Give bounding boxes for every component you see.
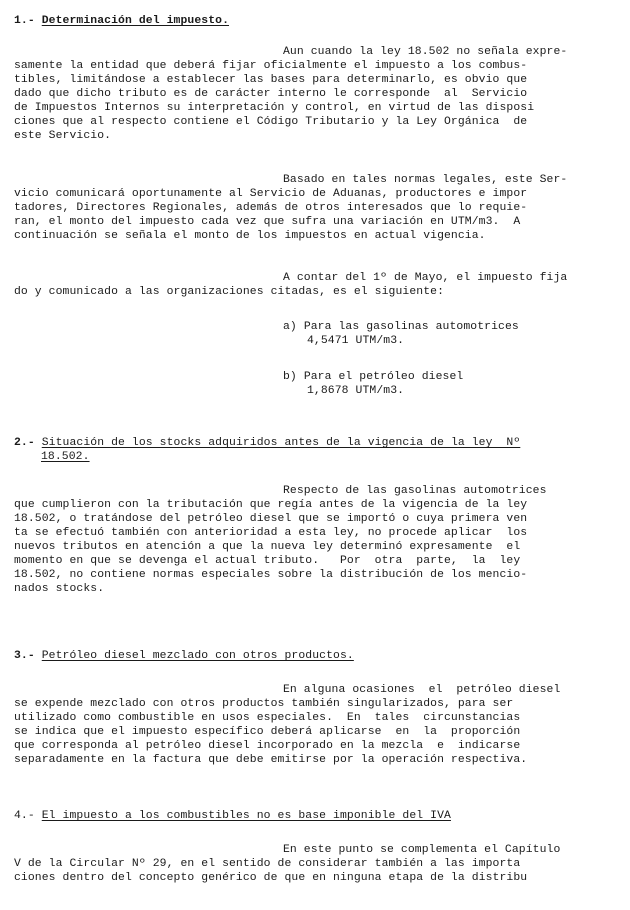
paragraph-line: samente la entidad que deberá fijar oficialmente el impuesto a los combus- bbox=[14, 60, 528, 72]
section-title: Determinación del impuesto. bbox=[41, 15, 230, 27]
list-item-text: Para las gasolinas automotrices bbox=[303, 321, 519, 333]
list-item-value: 4,5471 UTM/m3. bbox=[307, 335, 405, 347]
section-heading bbox=[14, 15, 229, 28]
section-heading bbox=[14, 437, 520, 450]
paragraph-line: separadamente en la factura que debe emitirse por la operación respectiva. bbox=[14, 754, 528, 766]
section-number: 1.- bbox=[14, 15, 35, 27]
paragraph-line: este Servicio. bbox=[14, 130, 112, 142]
paragraph-line: 18.502, o tratándose del petróleo diesel que se importó o cuya primera ven bbox=[14, 513, 528, 525]
paragraph-line: vicio comunicará oportunamente al Servicio de Aduanas, productores e impor bbox=[14, 188, 528, 200]
section-number: 3.- bbox=[14, 650, 35, 662]
section-heading bbox=[14, 810, 451, 823]
list-item-text: Para el petróleo diesel bbox=[303, 371, 464, 383]
paragraph-line: continuación se señala el monto de los impuestos en actual vigencia. bbox=[14, 230, 486, 242]
paragraph-line: Aun cuando la ley 18.502 no señala expre- bbox=[283, 46, 568, 58]
paragraph-line: de Impuestos Internos su interpretación y control, en virtud de las disposi bbox=[14, 102, 535, 114]
paragraph-line: ciones que al respecto contiene el Código Tributario y la Ley Orgánica de bbox=[14, 116, 528, 128]
paragraph-line: Respecto de las gasolinas automotrices bbox=[283, 485, 547, 497]
paragraph-line: momento en que se devenga el actual tributo. Por otra parte, la ley bbox=[14, 555, 521, 567]
section-number: 2.- bbox=[14, 437, 35, 449]
paragraph-line: nados stocks. bbox=[14, 583, 105, 595]
paragraph-line: se expende mezclado con otros productos también singularizados, para ser bbox=[14, 698, 514, 710]
list-item bbox=[283, 321, 519, 334]
section-title-continuation: 18.502. bbox=[41, 451, 90, 463]
paragraph-line: tadores, Directores Regionales, además de otros interesados que lo requie- bbox=[14, 202, 528, 214]
paragraph-line: En este punto se complementa el Capítulo bbox=[283, 844, 561, 856]
paragraph-line: Basado en tales normas legales, este Ser- bbox=[283, 174, 568, 186]
paragraph-line: utilizado como combustible en usos especiales. En tales circunstancias bbox=[14, 712, 521, 724]
paragraph-line: se indica que el impuesto específico deberá aplicarse en la proporción bbox=[14, 726, 521, 738]
section-title: Petróleo diesel mezclado con otros productos. bbox=[41, 650, 354, 662]
paragraph-line: ta se efectuó también con anterioridad a esta ley, no procede aplicar los bbox=[14, 527, 528, 539]
section-number: 4.- bbox=[14, 810, 35, 822]
paragraph-line: do y comunicado a las organizaciones citadas, es el siguiente: bbox=[14, 286, 445, 298]
section-title: El impuesto a los combustibles no es base imponible del IVA bbox=[41, 810, 451, 822]
paragraph-line: ciones dentro del concepto genérico de que en ninguna etapa de la distribu bbox=[14, 872, 528, 884]
paragraph-line: En alguna ocasiones el petróleo diesel bbox=[283, 684, 561, 696]
paragraph-line: que cumplieron con la tributación que regía antes de la vigencia de la ley bbox=[14, 499, 528, 511]
paragraph-line: ran, el monto del impuesto cada vez que sufra una variación en UTM/m3. A bbox=[14, 216, 521, 228]
paragraph-line: que corresponda al petróleo diesel incorporado en la mezcla e indicarse bbox=[14, 740, 521, 752]
list-item-value: 1,8678 UTM/m3. bbox=[307, 385, 405, 397]
section-title: Situación de los stocks adquiridos antes de la vigencia de la ley Nº bbox=[41, 437, 521, 449]
section-heading bbox=[14, 650, 354, 663]
paragraph-line: 18.502, no contiene normas especiales sobre la distribución de los mencio- bbox=[14, 569, 528, 581]
list-item-label: a) bbox=[283, 321, 297, 333]
paragraph-line: V de la Circular Nº 29, en el sentido de considerar también a las importa bbox=[14, 858, 521, 870]
paragraph-line: dado que dicho tributo es de carácter interno le corresponde al Servicio bbox=[14, 88, 528, 100]
paragraph-line: tibles, limitándose a establecer las bases para determinarlo, es obvio que bbox=[14, 74, 528, 86]
paragraph-line: nuevos tributos en atención a que la nueva ley determinó expresamente el bbox=[14, 541, 521, 553]
list-item bbox=[283, 371, 463, 384]
paragraph-line: A contar del 1º de Mayo, el impuesto fija bbox=[283, 272, 568, 284]
list-item-label: b) bbox=[283, 371, 297, 383]
